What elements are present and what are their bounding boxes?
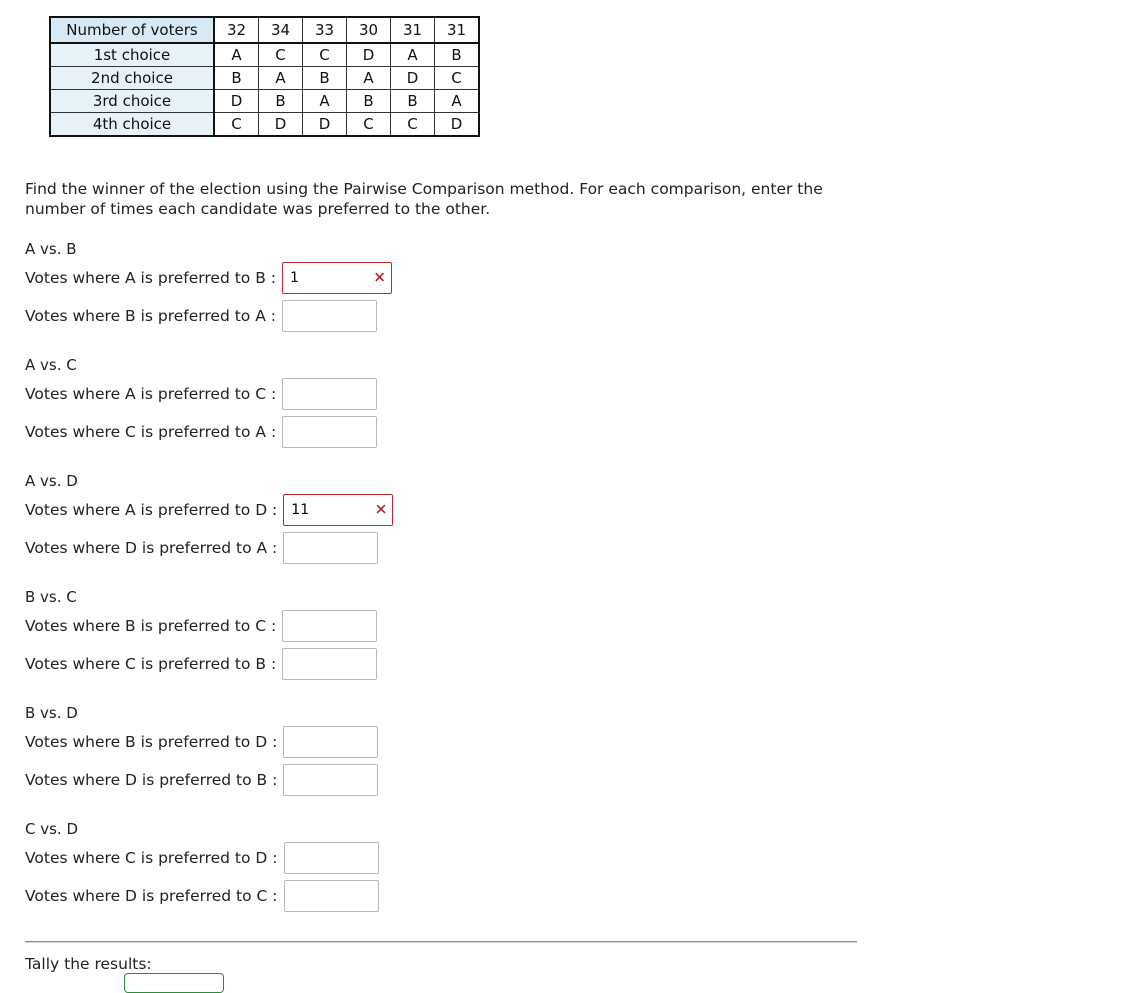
x-mark-icon: ✕ xyxy=(373,268,386,287)
choice-cell: C xyxy=(259,43,303,67)
comparison-title: A vs. D xyxy=(25,472,78,490)
question-label: Votes where B is preferred to D : xyxy=(25,733,278,751)
question-label: Votes where A is preferred to C : xyxy=(25,385,277,403)
choice-cell: A xyxy=(391,43,435,67)
voter-count: 31 xyxy=(435,17,480,43)
section-divider xyxy=(25,941,857,943)
table-row xyxy=(50,113,479,137)
comparison-title: A vs. B xyxy=(25,240,77,258)
voter-count: 32 xyxy=(214,17,259,43)
choice-cell: D xyxy=(391,67,435,90)
comparison-a-vs-d xyxy=(25,471,393,567)
question-label: Votes where A is preferred to D : xyxy=(25,501,278,519)
question-label: Votes where C is preferred to A : xyxy=(25,423,277,441)
question-row xyxy=(25,413,377,451)
choice-cell: B xyxy=(303,67,347,90)
choice-cell: D xyxy=(347,43,391,67)
choice-cell: D xyxy=(259,113,303,137)
choice-cell: B xyxy=(435,43,480,67)
c-over-b-input[interactable] xyxy=(282,648,377,680)
choice-cell: C xyxy=(391,113,435,137)
choice-cell: D xyxy=(303,113,347,137)
choice-label: 1st choice xyxy=(50,43,214,67)
choice-label: 4th choice xyxy=(50,113,214,137)
preference-schedule-table xyxy=(49,16,480,137)
a-over-c-input[interactable] xyxy=(282,378,377,410)
question-row xyxy=(25,607,377,645)
question-row xyxy=(25,877,379,915)
choice-cell: B xyxy=(391,90,435,113)
voters-header-label: Number of voters xyxy=(50,17,214,43)
choice-cell: C xyxy=(347,113,391,137)
table-header-row xyxy=(50,17,479,43)
choice-cell: A xyxy=(303,90,347,113)
choice-cell: A xyxy=(435,90,480,113)
table-row xyxy=(50,43,479,67)
question-row xyxy=(25,259,392,297)
b-over-a-input[interactable] xyxy=(282,300,377,332)
b-over-d-input[interactable] xyxy=(283,726,378,758)
voter-count: 34 xyxy=(259,17,303,43)
question-row xyxy=(25,491,393,529)
choice-label: 3rd choice xyxy=(50,90,214,113)
comparison-b-vs-c xyxy=(25,587,377,683)
d-over-c-input[interactable] xyxy=(284,880,379,912)
choice-cell: C xyxy=(214,113,259,137)
question-row xyxy=(25,529,393,567)
voter-count: 31 xyxy=(391,17,435,43)
d-over-b-input[interactable] xyxy=(283,764,378,796)
choice-cell: B xyxy=(259,90,303,113)
tally-input-box[interactable] xyxy=(124,973,224,993)
question-row xyxy=(25,645,377,683)
c-over-a-input[interactable] xyxy=(282,416,377,448)
question-row xyxy=(25,375,377,413)
comparison-c-vs-d xyxy=(25,819,379,915)
choice-cell: D xyxy=(435,113,480,137)
question-label: Votes where B is preferred to A : xyxy=(25,307,276,325)
choice-cell: C xyxy=(435,67,480,90)
table-row xyxy=(50,90,479,113)
comparison-title: B vs. D xyxy=(25,704,78,722)
comparison-a-vs-c xyxy=(25,355,377,451)
question-row xyxy=(25,839,379,877)
tally-label: Tally the results: xyxy=(25,955,152,973)
question-label: Votes where B is preferred to C : xyxy=(25,617,277,635)
b-over-c-input[interactable] xyxy=(282,610,377,642)
question-label: Votes where D is preferred to A : xyxy=(25,539,278,557)
question-row xyxy=(25,723,378,761)
question-row xyxy=(25,297,392,335)
table-row xyxy=(50,67,479,90)
choice-cell: A xyxy=(259,67,303,90)
answer-box xyxy=(283,494,393,526)
question-label: Votes where D is preferred to C : xyxy=(25,887,278,905)
choice-label: 2nd choice xyxy=(50,67,214,90)
voter-count: 33 xyxy=(303,17,347,43)
choice-cell: C xyxy=(303,43,347,67)
x-mark-icon: ✕ xyxy=(374,500,388,519)
question-label: Votes where D is preferred to B : xyxy=(25,771,278,789)
comparison-title: C vs. D xyxy=(25,820,79,838)
choice-cell: A xyxy=(347,67,391,90)
question-label: Votes where A is preferred to B : xyxy=(25,269,276,287)
comparison-a-vs-b xyxy=(25,239,392,335)
voter-count: 30 xyxy=(347,17,391,43)
c-over-d-input[interactable] xyxy=(284,842,379,874)
comparison-title: B vs. C xyxy=(25,588,77,606)
choice-cell: D xyxy=(214,90,259,113)
choice-cell: B xyxy=(347,90,391,113)
question-row xyxy=(25,761,378,799)
instructions-text: Find the winner of the election using the Pairwise Comparison method. For each comparison, enter the number of times each candidate was preferred to the other. xyxy=(25,180,823,218)
question-label: Votes where C is preferred to D : xyxy=(25,849,278,867)
choice-cell: B xyxy=(214,67,259,90)
choice-cell: A xyxy=(214,43,259,67)
question-label: Votes where C is preferred to B : xyxy=(25,655,277,673)
comparison-b-vs-d xyxy=(25,703,378,799)
d-over-a-input[interactable] xyxy=(283,532,378,564)
comparison-title: A vs. C xyxy=(25,356,77,374)
answer-box xyxy=(282,262,392,294)
